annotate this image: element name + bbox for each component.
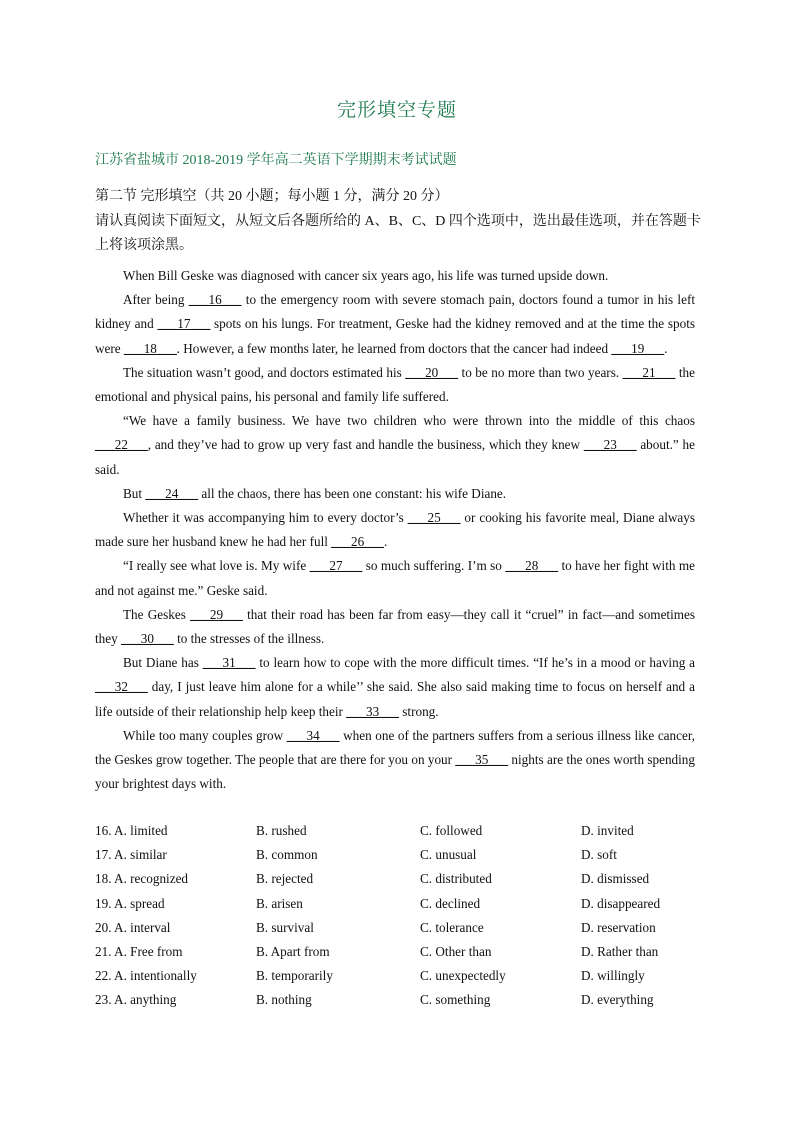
page-title: 完形填空专题 — [336, 100, 457, 121]
passage-text: , and they’ve had to grow up very fast and handle the business, which they knew — [147, 437, 584, 453]
option-b: B. temporarily — [256, 968, 333, 984]
passage-text: When Bill Geske was diagnosed with cancer six years ago, his life was turned upside down. — [123, 268, 609, 283]
option-row — [95, 843, 715, 867]
answer-blank: ___29___ — [190, 606, 243, 622]
option-b: B. nothing — [256, 992, 312, 1008]
passage-text: or cooking his favorite meal, Diane always made sure her husband knew he had her full — [95, 510, 695, 550]
passage-text: “We have a family business. We have two children who were thrown into the middle of this chaos — [123, 413, 695, 429]
option-d: D. soft — [581, 847, 617, 863]
answer-blank: ___35___ — [455, 752, 509, 768]
answer-blank: ___18___ — [123, 340, 177, 356]
option-a: 17. A. similar — [95, 847, 167, 863]
passage-text: . However, a few months later, he learned from doctors that the cancer had indeed — [176, 340, 612, 356]
option-d: D. disappeared — [581, 895, 661, 911]
passage-text: “I really see what love is. My wife — [123, 558, 310, 574]
passage-paragraph — [95, 724, 695, 797]
passage-text: The Geskes — [123, 606, 191, 622]
answer-blank: ___30___ — [121, 631, 174, 647]
answer-blank: ___28___ — [505, 558, 559, 574]
option-a: 19. A. spread — [95, 895, 165, 911]
passage-text: to the stresses of the illness. — [173, 631, 325, 647]
option-c: C. followed — [420, 823, 483, 838]
option-b: B. arisen — [256, 895, 303, 911]
passage-text: But Diane has — [123, 655, 203, 671]
passage-paragraph — [95, 361, 695, 409]
passage-text: While too many couples grow — [123, 727, 287, 743]
option-c: C. something — [420, 992, 491, 1008]
passage-text: when one of the partners suffers from a serious illness like cancer, the Geskes grow together. The people that are there for you on your — [95, 727, 695, 768]
option-a: 22. A. intentionally — [95, 968, 197, 984]
passage-text: the emotional and physical pains, his personal and family life suffered. — [95, 364, 695, 405]
cloze-passage — [95, 264, 695, 796]
option-a: 23. A. anything — [95, 992, 177, 1008]
passage-text: so much suffering. I’m so — [362, 558, 506, 574]
option-row — [95, 867, 715, 891]
option-c: C. Other than — [420, 943, 492, 959]
option-d: D. Rather than — [581, 943, 659, 959]
passage-text: Whether it was accompanying him to every doctor’s — [123, 510, 408, 526]
answer-blank: ___26___ — [331, 534, 384, 550]
answer-blank: ___17___ — [157, 316, 211, 332]
passage-text: strong. — [398, 703, 439, 719]
option-row — [95, 940, 715, 964]
passage-paragraph — [95, 482, 695, 506]
passage-paragraph — [95, 603, 695, 651]
option-row — [95, 988, 715, 1012]
option-c: C. tolerance — [420, 919, 484, 935]
option-b: B. rushed — [256, 823, 307, 838]
passage-text: about.” he said. — [95, 437, 695, 477]
option-row — [95, 964, 715, 988]
answer-blank: ___33___ — [346, 703, 399, 719]
option-b: B. rejected — [256, 871, 314, 887]
option-d: D. willingly — [581, 968, 645, 984]
passage-text: to be no more than two years. — [458, 364, 623, 380]
answer-blank: ___25___ — [407, 510, 461, 526]
option-a: 18. A. recognized — [95, 871, 189, 887]
passage-text: After being — [123, 292, 189, 308]
option-row — [95, 819, 715, 843]
option-a: 21. A. Free from — [95, 943, 183, 959]
option-d: D. dismissed — [581, 871, 650, 887]
answer-blank: ___27___ — [309, 558, 363, 574]
answer-blank: ___31___ — [202, 655, 256, 671]
option-b: B. common — [256, 847, 318, 863]
option-b: B. survival — [256, 919, 314, 935]
instructions: 请认真阅读下面短文，从短文后各题所给的 A、B、C、D 四个选项中，选出最佳选项，并在答题卡上将该项涂黑。 — [95, 214, 701, 253]
passage-paragraph — [95, 506, 695, 554]
option-d: D. everything — [581, 992, 654, 1008]
passage-paragraph — [95, 554, 695, 602]
answer-options — [95, 819, 715, 1013]
passage-text: But — [123, 485, 146, 501]
passage-text: . — [664, 340, 668, 356]
option-c: C. declined — [420, 895, 481, 911]
passage-paragraph — [95, 651, 695, 724]
option-a: 16. A. limited — [95, 823, 168, 838]
option-d: D. reservation — [581, 919, 656, 935]
answer-blank: ___24___ — [145, 485, 199, 501]
passage-text: that their road has been far from easy—they call it “cruel” in fact—and sometimes they — [95, 606, 695, 647]
answer-blank: ___23___ — [583, 437, 637, 453]
answer-blank: ___34___ — [286, 727, 340, 743]
option-row — [95, 892, 715, 916]
answer-blank: ___21___ — [622, 364, 676, 380]
option-row — [95, 916, 715, 940]
passage-text: to have her fight with me and not against me.” Geske said. — [95, 558, 695, 598]
answer-blank: ___16___ — [188, 292, 242, 308]
passage-text: all the chaos, there has been one constant: his wife Diane. — [198, 485, 507, 501]
option-b: B. Apart from — [256, 943, 330, 959]
option-d: D. invited — [581, 823, 634, 838]
passage-text: to learn how to cope with the more difficult times. “If he’s in a mood or having a — [255, 655, 696, 671]
passage-text: day, I just leave him alone for a while’’ she said. She also said making time to focus on herself and a life outside of their relationship help keep their — [95, 679, 695, 719]
passage-text: The situation wasn’t good, and doctors estimated his — [123, 364, 406, 380]
answer-blank: ___19___ — [611, 340, 665, 356]
option-a: 20. A. interval — [95, 919, 171, 935]
passage-text: nights are the ones worth spending your brightest days with. — [95, 752, 695, 792]
answer-blank: ___20___ — [405, 364, 459, 380]
option-c: C. unexpectedly — [420, 968, 506, 984]
passage-paragraph — [95, 264, 695, 288]
exam-source-subtitle: 江苏省盐城市 2018-2019 学年高二英语下学期期末考试试题 — [95, 153, 457, 168]
option-c: C. unusual — [420, 847, 477, 863]
answer-blank: ___32___ — [95, 679, 148, 695]
answer-blank: ___22___ — [95, 437, 148, 453]
passage-text: . — [383, 534, 388, 550]
passage-text: to the emergency room with severe stomach pain, doctors found a tumor in his left kidney and — [95, 292, 696, 332]
passage-text: spots on his lungs. For treatment, Geske had the kidney removed and at the time the spots were — [95, 316, 695, 356]
passage-paragraph — [95, 409, 695, 482]
section-heading: 第二节 完形填空（共 20 小题；每小题 1 分，满分 20 分） — [95, 189, 449, 204]
option-c: C. distributed — [420, 871, 492, 887]
passage-paragraph — [95, 288, 695, 361]
